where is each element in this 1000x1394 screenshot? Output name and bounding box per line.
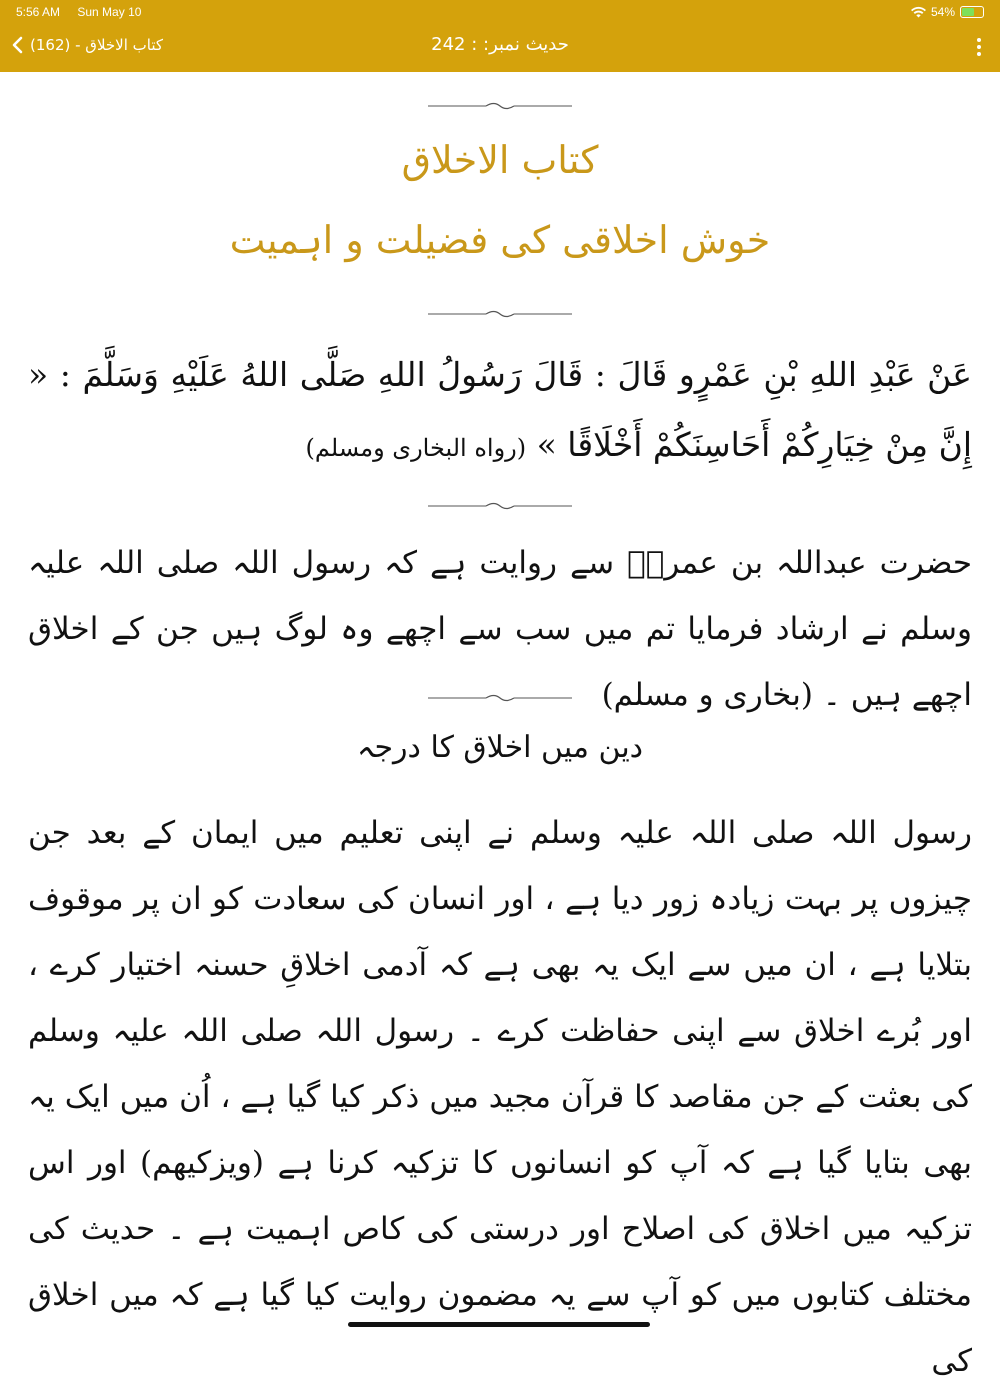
wifi-icon — [911, 7, 926, 18]
ornament-divider — [428, 500, 572, 512]
home-indicator — [348, 1322, 650, 1327]
section-heading: دین میں اخلاق کا درجہ — [356, 730, 644, 765]
hadith-reference: (رواه البخاری ومسلم) — [305, 434, 527, 462]
hadith-arabic-text: عَنْ عَبْدِ اللهِ بْنِ عَمْرٍو قَالَ : قَالَ رَسُولُ اللهِ صَلَّى اللهُ عَلَيْهِ وَسَلَّمَ : « إِنَّ مِنْ خِيَارِكُمْ أَحَاسِنَكُمْ أَخْلَاقًا » — [28, 355, 972, 464]
ornament-divider — [428, 308, 572, 320]
hadith-arabic — [28, 340, 972, 483]
status-date: Sun May 10 — [77, 5, 142, 19]
chapter-subtitle: خوش اخلاقی کی فضیلت و اہمیت — [229, 218, 771, 262]
page-title: حدیث نمبر: : 242 — [431, 34, 569, 55]
app-header — [0, 0, 1000, 72]
section-body: رسول اللہ صلی اللہ علیہ وسلم نے اپنی تعلیم میں ایمان کے بعد جن چیزوں پر بہت زیادہ زور دیا ہے ، اور انسان کی سعادت کو ان پر موقوف بتلایا ہے ، ان میں سے ایک یہ بھی ہے کہ آدمی اخلاقِ حسنہ اختیار کرے ، اور بُرے اخلاق سے اپنی حفاظت کرے ۔ رسول اللہ صلی اللہ علیہ وسلم کی بعثت کے جن مقاصد کا قرآن مجید میں ذکر کیا گیا ہے ، اُن میں ایک یہ بھی بتایا گیا ہے کہ آپ کو انسانوں کا تزکیہ کرنا ہے (ویزکیھم) اور اس تزکیہ میں اخلاق کی اصلاح اور درستی کی کاص اہمیت ہے ۔ حدیث کی مختلف کتابوں میں کو آپ سے یہ مضمون روایت کیا گیا ہے کہ میں اخلاق کی — [28, 815, 972, 1379]
status-time: 5:56 AM — [16, 5, 61, 19]
battery-icon — [960, 6, 984, 18]
status-bar-left — [16, 5, 155, 19]
status-bar-right — [911, 5, 984, 19]
battery-percent: 54% — [930, 5, 955, 19]
ornament-divider — [428, 692, 572, 704]
ornament-divider — [428, 100, 572, 112]
more-options-icon[interactable] — [976, 38, 982, 58]
chapter-title: کتاب الاخلاق — [401, 138, 599, 182]
back-button-label: کتاب الاخلاق - (162) — [30, 36, 164, 54]
hadith-translation: حضرت عبداللہ بن عمروؓ سے روایت ہے کہ رسول اللہ صلی اللہ علیہ وسلم نے ارشاد فرمایا تم میں سب سے اچھے وہ لوگ ہیں جن کے اخلاق اچھے ہیں ۔ (بخاری و مسلم) — [28, 545, 972, 713]
